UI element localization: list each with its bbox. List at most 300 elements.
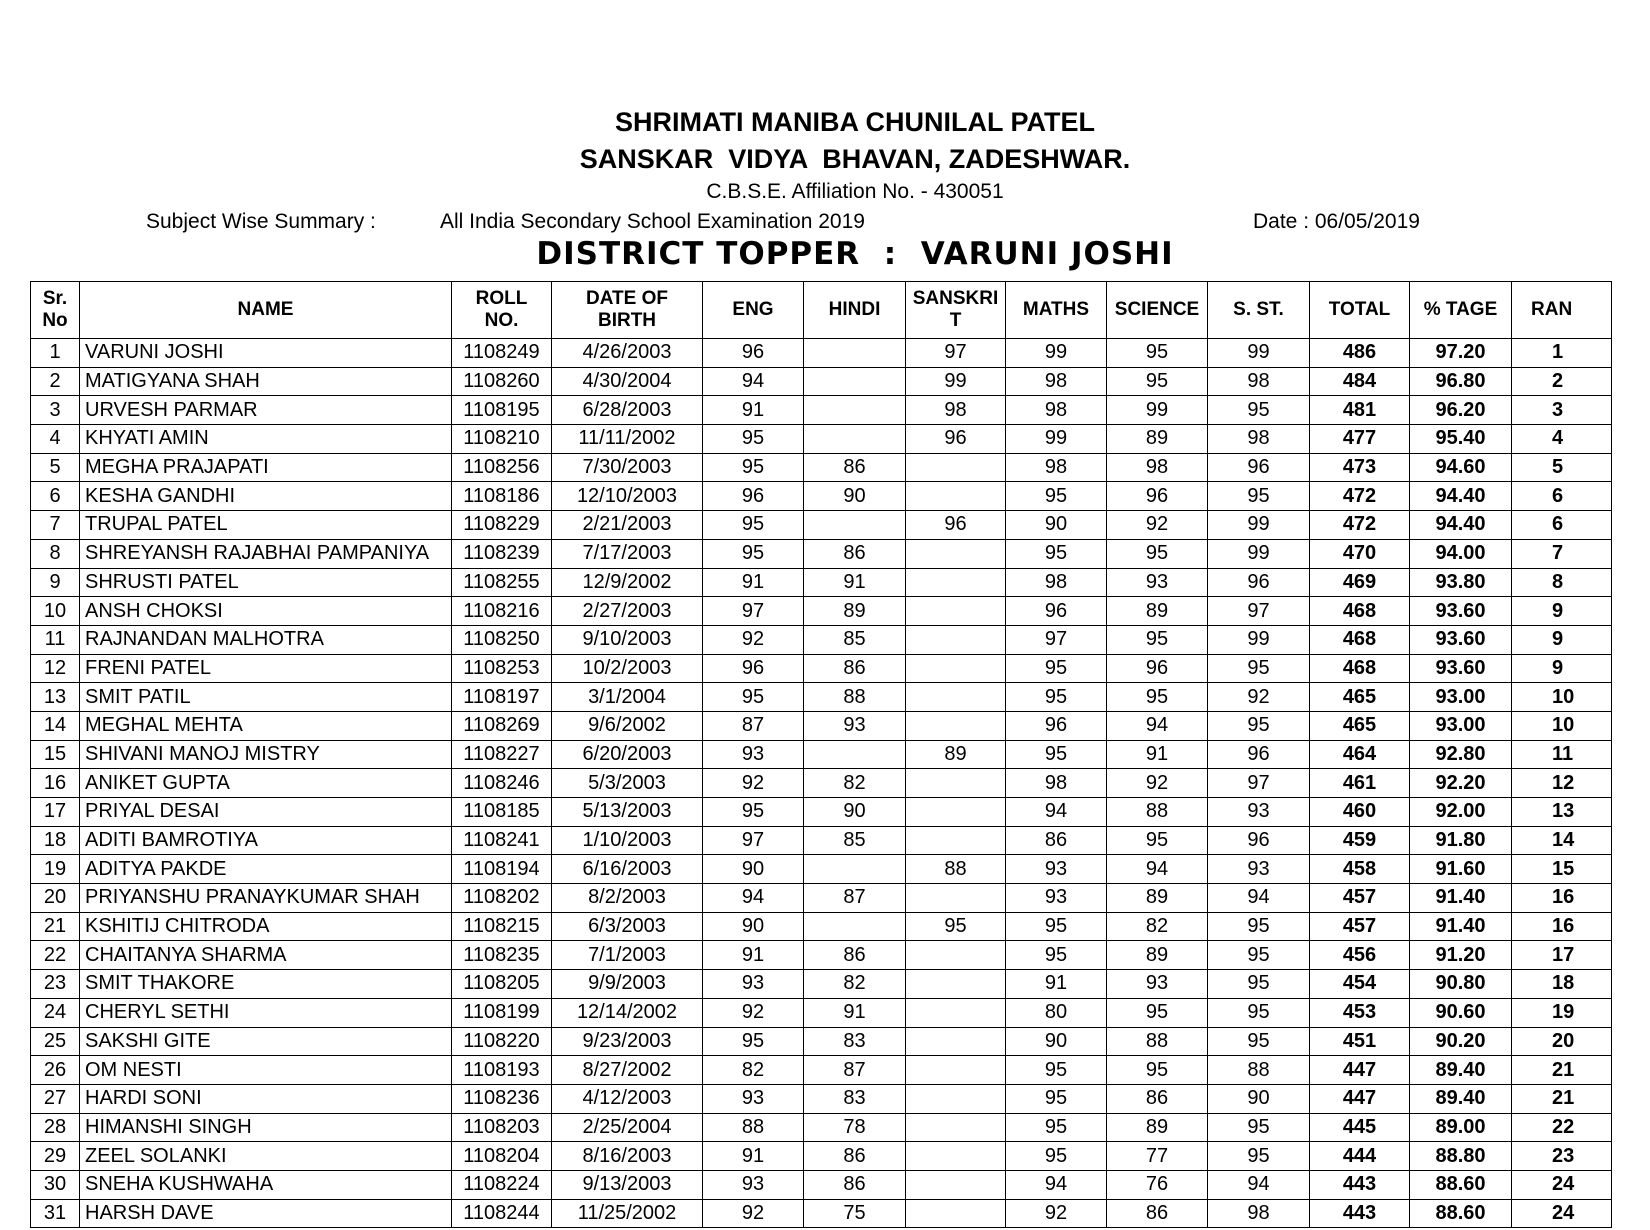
exam-name: All India Secondary School Examination 2019 <box>440 210 865 233</box>
cell-hindi: 87 <box>804 884 906 913</box>
cell-science: 92 <box>1107 769 1208 798</box>
cell-maths: 80 <box>1006 998 1107 1027</box>
table-row <box>31 482 1612 511</box>
cell-hindi: 86 <box>804 539 906 568</box>
cell-rank: 16 <box>1512 912 1612 941</box>
cell-hindi <box>804 396 906 425</box>
cell-sanskrit <box>906 568 1006 597</box>
cell-science: 95 <box>1107 1056 1208 1085</box>
cell-total: 465 <box>1310 711 1410 740</box>
cell-name: SNEHA KUSHWAHA <box>80 1170 452 1199</box>
cell-hindi <box>804 855 906 884</box>
cell-name: PRIYAL DESAI <box>80 798 452 827</box>
cell-sr-no: 23 <box>31 970 80 999</box>
cell-sr-no: 28 <box>31 1113 80 1142</box>
cell-hindi: 89 <box>804 597 906 626</box>
table-row <box>31 912 1612 941</box>
cell-percentage: 88.60 <box>1410 1170 1512 1199</box>
cell-percentage: 93.60 <box>1410 625 1512 654</box>
cell-sst: 95 <box>1208 482 1310 511</box>
cell-sanskrit: 96 <box>906 425 1006 454</box>
cell-sr-no: 7 <box>31 511 80 540</box>
cell-science: 86 <box>1107 1084 1208 1113</box>
cell-date-of-birth: 2/27/2003 <box>552 597 703 626</box>
cell-percentage: 89.00 <box>1410 1113 1512 1142</box>
cell-sst: 99 <box>1208 511 1310 540</box>
cell-rank: 24 <box>1512 1199 1612 1228</box>
cell-name: SMIT THAKORE <box>80 970 452 999</box>
cell-rank: 9 <box>1512 654 1612 683</box>
cell-sst: 93 <box>1208 798 1310 827</box>
cell-sanskrit <box>906 654 1006 683</box>
cell-rank: 23 <box>1512 1142 1612 1171</box>
cell-roll-no: 1108241 <box>452 826 552 855</box>
cell-rank: 12 <box>1512 769 1612 798</box>
cell-sr-no: 6 <box>31 482 80 511</box>
cell-percentage: 95.40 <box>1410 425 1512 454</box>
cell-sst: 88 <box>1208 1056 1310 1085</box>
cell-roll-no: 1108193 <box>452 1056 552 1085</box>
cell-science: 88 <box>1107 798 1208 827</box>
cell-roll-no: 1108227 <box>452 740 552 769</box>
cell-sanskrit <box>906 1113 1006 1142</box>
cell-name: KHYATI AMIN <box>80 425 452 454</box>
cell-science: 86 <box>1107 1199 1208 1228</box>
cell-name: RAJNANDAN MALHOTRA <box>80 625 452 654</box>
cell-science: 95 <box>1107 625 1208 654</box>
cell-total: 472 <box>1310 482 1410 511</box>
cell-eng: 92 <box>703 769 804 798</box>
cell-rank: 19 <box>1512 998 1612 1027</box>
cell-roll-no: 1108249 <box>452 339 552 368</box>
cell-rank: 8 <box>1512 568 1612 597</box>
cell-roll-no: 1108269 <box>452 711 552 740</box>
cell-hindi: 88 <box>804 683 906 712</box>
cell-percentage: 93.60 <box>1410 654 1512 683</box>
cell-rank: 21 <box>1512 1056 1612 1085</box>
cell-sanskrit: 99 <box>906 367 1006 396</box>
table-row <box>31 339 1612 368</box>
cell-date-of-birth: 5/13/2003 <box>552 798 703 827</box>
cell-total: 454 <box>1310 970 1410 999</box>
cell-rank: 10 <box>1512 711 1612 740</box>
cell-rank: 13 <box>1512 798 1612 827</box>
cell-date-of-birth: 9/23/2003 <box>552 1027 703 1056</box>
cell-hindi: 91 <box>804 568 906 597</box>
cell-date-of-birth: 6/20/2003 <box>552 740 703 769</box>
cell-date-of-birth: 3/1/2004 <box>552 683 703 712</box>
cell-eng: 91 <box>703 941 804 970</box>
cell-name: HARDI SONI <box>80 1084 452 1113</box>
cell-sr-no: 24 <box>31 998 80 1027</box>
table-row <box>31 453 1612 482</box>
column-header-eng: ENG <box>703 282 804 339</box>
cell-sr-no: 21 <box>31 912 80 941</box>
cell-name: ANSH CHOKSI <box>80 597 452 626</box>
cell-date-of-birth: 9/10/2003 <box>552 625 703 654</box>
cell-percentage: 97.20 <box>1410 339 1512 368</box>
cell-roll-no: 1108255 <box>452 568 552 597</box>
cell-sanskrit <box>906 1170 1006 1199</box>
cell-roll-no: 1108246 <box>452 769 552 798</box>
cell-roll-no: 1108256 <box>452 453 552 482</box>
cell-eng: 82 <box>703 1056 804 1085</box>
cell-hindi: 82 <box>804 970 906 999</box>
cell-roll-no: 1108185 <box>452 798 552 827</box>
cell-eng: 91 <box>703 568 804 597</box>
cell-sanskrit <box>906 1056 1006 1085</box>
cell-sr-no: 18 <box>31 826 80 855</box>
cell-sanskrit <box>906 970 1006 999</box>
table-row <box>31 511 1612 540</box>
cell-sr-no: 5 <box>31 453 80 482</box>
table-row <box>31 1027 1612 1056</box>
cell-hindi: 86 <box>804 1142 906 1171</box>
cell-science: 93 <box>1107 970 1208 999</box>
cell-rank: 16 <box>1512 884 1612 913</box>
cell-percentage: 94.60 <box>1410 453 1512 482</box>
cell-name: TRUPAL PATEL <box>80 511 452 540</box>
cell-science: 88 <box>1107 1027 1208 1056</box>
cell-sr-no: 4 <box>31 425 80 454</box>
cell-sst: 99 <box>1208 339 1310 368</box>
column-header-rank: RAN <box>1512 282 1612 339</box>
cell-sr-no: 17 <box>31 798 80 827</box>
cell-sst: 95 <box>1208 998 1310 1027</box>
cell-sanskrit <box>906 482 1006 511</box>
cell-total: 459 <box>1310 826 1410 855</box>
cell-hindi: 86 <box>804 941 906 970</box>
table-row <box>31 798 1612 827</box>
cell-sst: 98 <box>1208 367 1310 396</box>
cell-maths: 97 <box>1006 625 1107 654</box>
cell-eng: 96 <box>703 482 804 511</box>
cell-percentage: 90.80 <box>1410 970 1512 999</box>
cell-eng: 96 <box>703 654 804 683</box>
cell-sst: 98 <box>1208 1199 1310 1228</box>
table-row <box>31 711 1612 740</box>
cell-maths: 98 <box>1006 396 1107 425</box>
cell-sr-no: 11 <box>31 625 80 654</box>
column-header-science: SCIENCE <box>1107 282 1208 339</box>
cell-science: 89 <box>1107 1113 1208 1142</box>
cell-hindi: 75 <box>804 1199 906 1228</box>
cell-rank: 7 <box>1512 539 1612 568</box>
cell-sst: 90 <box>1208 1084 1310 1113</box>
cell-maths: 95 <box>1006 654 1107 683</box>
cell-roll-no: 1108244 <box>452 1199 552 1228</box>
table-row <box>31 826 1612 855</box>
cell-sr-no: 25 <box>31 1027 80 1056</box>
cell-date-of-birth: 1/10/2003 <box>552 826 703 855</box>
cell-total: 481 <box>1310 396 1410 425</box>
cell-percentage: 90.60 <box>1410 998 1512 1027</box>
cell-maths: 92 <box>1006 1199 1107 1228</box>
cell-percentage: 92.00 <box>1410 798 1512 827</box>
cell-sst: 95 <box>1208 970 1310 999</box>
cell-hindi: 78 <box>804 1113 906 1142</box>
cell-eng: 93 <box>703 970 804 999</box>
cell-maths: 95 <box>1006 1113 1107 1142</box>
cell-eng: 95 <box>703 798 804 827</box>
district-topper: DISTRICT TOPPER : VARUNI JOSHI <box>536 236 1174 272</box>
cell-sanskrit <box>906 711 1006 740</box>
cell-date-of-birth: 4/12/2003 <box>552 1084 703 1113</box>
cell-total: 468 <box>1310 625 1410 654</box>
cell-roll-no: 1108205 <box>452 970 552 999</box>
cell-percentage: 94.40 <box>1410 511 1512 540</box>
cell-date-of-birth: 2/25/2004 <box>552 1113 703 1142</box>
cell-rank: 15 <box>1512 855 1612 884</box>
cell-rank: 2 <box>1512 367 1612 396</box>
cell-science: 95 <box>1107 826 1208 855</box>
cell-hindi <box>804 339 906 368</box>
column-header-maths: MATHS <box>1006 282 1107 339</box>
cell-date-of-birth: 7/30/2003 <box>552 453 703 482</box>
cell-roll-no: 1108203 <box>452 1113 552 1142</box>
cell-roll-no: 1108197 <box>452 683 552 712</box>
cell-maths: 99 <box>1006 339 1107 368</box>
cell-maths: 98 <box>1006 769 1107 798</box>
cell-science: 94 <box>1107 711 1208 740</box>
cell-sr-no: 30 <box>31 1170 80 1199</box>
cell-sst: 95 <box>1208 711 1310 740</box>
cell-maths: 94 <box>1006 1170 1107 1199</box>
affiliation-number: C.B.S.E. Affiliation No. - 430051 <box>706 180 1004 203</box>
cell-roll-no: 1108195 <box>452 396 552 425</box>
table-row <box>31 568 1612 597</box>
cell-name: OM NESTI <box>80 1056 452 1085</box>
cell-sanskrit <box>906 884 1006 913</box>
cell-science: 92 <box>1107 511 1208 540</box>
cell-roll-no: 1108199 <box>452 998 552 1027</box>
cell-maths: 93 <box>1006 855 1107 884</box>
cell-eng: 95 <box>703 511 804 540</box>
cell-hindi: 90 <box>804 798 906 827</box>
cell-total: 472 <box>1310 511 1410 540</box>
cell-sst: 93 <box>1208 855 1310 884</box>
cell-total: 469 <box>1310 568 1410 597</box>
cell-percentage: 89.40 <box>1410 1056 1512 1085</box>
cell-eng: 92 <box>703 625 804 654</box>
cell-total: 461 <box>1310 769 1410 798</box>
cell-maths: 90 <box>1006 1027 1107 1056</box>
cell-sst: 95 <box>1208 1142 1310 1171</box>
cell-date-of-birth: 12/14/2002 <box>552 998 703 1027</box>
cell-percentage: 88.60 <box>1410 1199 1512 1228</box>
cell-sr-no: 14 <box>31 711 80 740</box>
cell-total: 473 <box>1310 453 1410 482</box>
column-header-name: NAME <box>80 282 452 339</box>
cell-eng: 91 <box>703 1142 804 1171</box>
cell-sst: 96 <box>1208 740 1310 769</box>
cell-name: SMIT PATIL <box>80 683 452 712</box>
cell-science: 89 <box>1107 941 1208 970</box>
cell-percentage: 91.40 <box>1410 912 1512 941</box>
cell-rank: 1 <box>1512 339 1612 368</box>
cell-maths: 95 <box>1006 539 1107 568</box>
cell-eng: 90 <box>703 912 804 941</box>
cell-hindi: 82 <box>804 769 906 798</box>
cell-sr-no: 10 <box>31 597 80 626</box>
cell-percentage: 94.40 <box>1410 482 1512 511</box>
results-table <box>30 281 1612 1228</box>
cell-science: 91 <box>1107 740 1208 769</box>
cell-maths: 95 <box>1006 912 1107 941</box>
cell-science: 89 <box>1107 884 1208 913</box>
cell-eng: 93 <box>703 1084 804 1113</box>
cell-maths: 90 <box>1006 511 1107 540</box>
cell-eng: 92 <box>703 1199 804 1228</box>
cell-percentage: 89.40 <box>1410 1084 1512 1113</box>
cell-date-of-birth: 4/30/2004 <box>552 367 703 396</box>
cell-maths: 86 <box>1006 826 1107 855</box>
column-header-hindi: HINDI <box>804 282 906 339</box>
cell-sanskrit: 88 <box>906 855 1006 884</box>
cell-eng: 95 <box>703 539 804 568</box>
cell-sanskrit <box>906 941 1006 970</box>
cell-rank: 18 <box>1512 970 1612 999</box>
cell-percentage: 91.80 <box>1410 826 1512 855</box>
cell-date-of-birth: 8/16/2003 <box>552 1142 703 1171</box>
cell-name: KESHA GANDHI <box>80 482 452 511</box>
cell-name: URVESH PARMAR <box>80 396 452 425</box>
table-row <box>31 1142 1612 1171</box>
cell-hindi: 86 <box>804 1170 906 1199</box>
cell-hindi: 85 <box>804 625 906 654</box>
cell-eng: 95 <box>703 425 804 454</box>
cell-total: 443 <box>1310 1170 1410 1199</box>
column-header-sanskrit: SANSKRI T <box>906 282 1006 339</box>
cell-sanskrit <box>906 625 1006 654</box>
cell-name: ZEEL SOLANKI <box>80 1142 452 1171</box>
cell-sr-no: 16 <box>31 769 80 798</box>
cell-eng: 93 <box>703 740 804 769</box>
cell-eng: 93 <box>703 1170 804 1199</box>
cell-date-of-birth: 6/16/2003 <box>552 855 703 884</box>
cell-name: KSHITIJ CHITRODA <box>80 912 452 941</box>
cell-rank: 20 <box>1512 1027 1612 1056</box>
cell-hindi: 93 <box>804 711 906 740</box>
cell-sst: 95 <box>1208 1027 1310 1056</box>
cell-roll-no: 1108224 <box>452 1170 552 1199</box>
cell-rank: 21 <box>1512 1084 1612 1113</box>
table-row <box>31 998 1612 1027</box>
cell-sanskrit <box>906 1027 1006 1056</box>
cell-total: 456 <box>1310 941 1410 970</box>
cell-maths: 95 <box>1006 740 1107 769</box>
cell-sanskrit: 96 <box>906 511 1006 540</box>
cell-science: 93 <box>1107 568 1208 597</box>
cell-total: 443 <box>1310 1199 1410 1228</box>
cell-date-of-birth: 11/25/2002 <box>552 1199 703 1228</box>
cell-science: 77 <box>1107 1142 1208 1171</box>
cell-name: SHRUSTI PATEL <box>80 568 452 597</box>
cell-roll-no: 1108220 <box>452 1027 552 1056</box>
cell-total: 468 <box>1310 597 1410 626</box>
cell-hindi: 90 <box>804 482 906 511</box>
cell-eng: 97 <box>703 597 804 626</box>
cell-date-of-birth: 12/9/2002 <box>552 568 703 597</box>
cell-sst: 95 <box>1208 941 1310 970</box>
cell-percentage: 91.40 <box>1410 884 1512 913</box>
cell-sst: 92 <box>1208 683 1310 712</box>
cell-total: 453 <box>1310 998 1410 1027</box>
cell-eng: 95 <box>703 683 804 712</box>
cell-sanskrit: 98 <box>906 396 1006 425</box>
cell-total: 447 <box>1310 1056 1410 1085</box>
cell-hindi: 83 <box>804 1084 906 1113</box>
cell-total: 444 <box>1310 1142 1410 1171</box>
table-header-row <box>31 282 1612 339</box>
cell-percentage: 92.20 <box>1410 769 1512 798</box>
table-row <box>31 1056 1612 1085</box>
cell-rank: 3 <box>1512 396 1612 425</box>
cell-sanskrit <box>906 1084 1006 1113</box>
cell-roll-no: 1108260 <box>452 367 552 396</box>
summary-label: Subject Wise Summary : <box>146 210 376 233</box>
cell-sanskrit: 89 <box>906 740 1006 769</box>
cell-percentage: 90.20 <box>1410 1027 1512 1056</box>
cell-name: HIMANSHI SINGH <box>80 1113 452 1142</box>
cell-total: 477 <box>1310 425 1410 454</box>
table-row <box>31 1199 1612 1228</box>
cell-hindi: 87 <box>804 1056 906 1085</box>
cell-percentage: 93.80 <box>1410 568 1512 597</box>
cell-sst: 96 <box>1208 453 1310 482</box>
cell-sst: 98 <box>1208 425 1310 454</box>
cell-sst: 99 <box>1208 625 1310 654</box>
cell-roll-no: 1108216 <box>452 597 552 626</box>
cell-date-of-birth: 4/26/2003 <box>552 339 703 368</box>
cell-date-of-birth: 9/9/2003 <box>552 970 703 999</box>
cell-maths: 98 <box>1006 367 1107 396</box>
cell-rank: 22 <box>1512 1113 1612 1142</box>
cell-percentage: 96.80 <box>1410 367 1512 396</box>
cell-percentage: 93.60 <box>1410 597 1512 626</box>
cell-rank: 10 <box>1512 683 1612 712</box>
cell-roll-no: 1108253 <box>452 654 552 683</box>
cell-sr-no: 1 <box>31 339 80 368</box>
cell-rank: 9 <box>1512 597 1612 626</box>
table-row <box>31 740 1612 769</box>
table-row <box>31 367 1612 396</box>
cell-sst: 96 <box>1208 826 1310 855</box>
cell-name: FRENI PATEL <box>80 654 452 683</box>
table-row <box>31 1113 1612 1142</box>
cell-roll-no: 1108236 <box>452 1084 552 1113</box>
cell-name: SHIVANI MANOJ MISTRY <box>80 740 452 769</box>
cell-maths: 98 <box>1006 568 1107 597</box>
column-header-roll-no: ROLL NO. <box>452 282 552 339</box>
cell-maths: 96 <box>1006 597 1107 626</box>
cell-eng: 95 <box>703 1027 804 1056</box>
cell-sanskrit <box>906 683 1006 712</box>
table-row <box>31 425 1612 454</box>
cell-sr-no: 19 <box>31 855 80 884</box>
cell-hindi <box>804 511 906 540</box>
cell-total: 458 <box>1310 855 1410 884</box>
cell-name: MEGHAL MEHTA <box>80 711 452 740</box>
cell-hindi: 85 <box>804 826 906 855</box>
column-header-total: TOTAL <box>1310 282 1410 339</box>
cell-date-of-birth: 7/17/2003 <box>552 539 703 568</box>
cell-eng: 97 <box>703 826 804 855</box>
cell-rank: 5 <box>1512 453 1612 482</box>
cell-science: 95 <box>1107 339 1208 368</box>
cell-maths: 99 <box>1006 425 1107 454</box>
cell-name: SAKSHI GITE <box>80 1027 452 1056</box>
